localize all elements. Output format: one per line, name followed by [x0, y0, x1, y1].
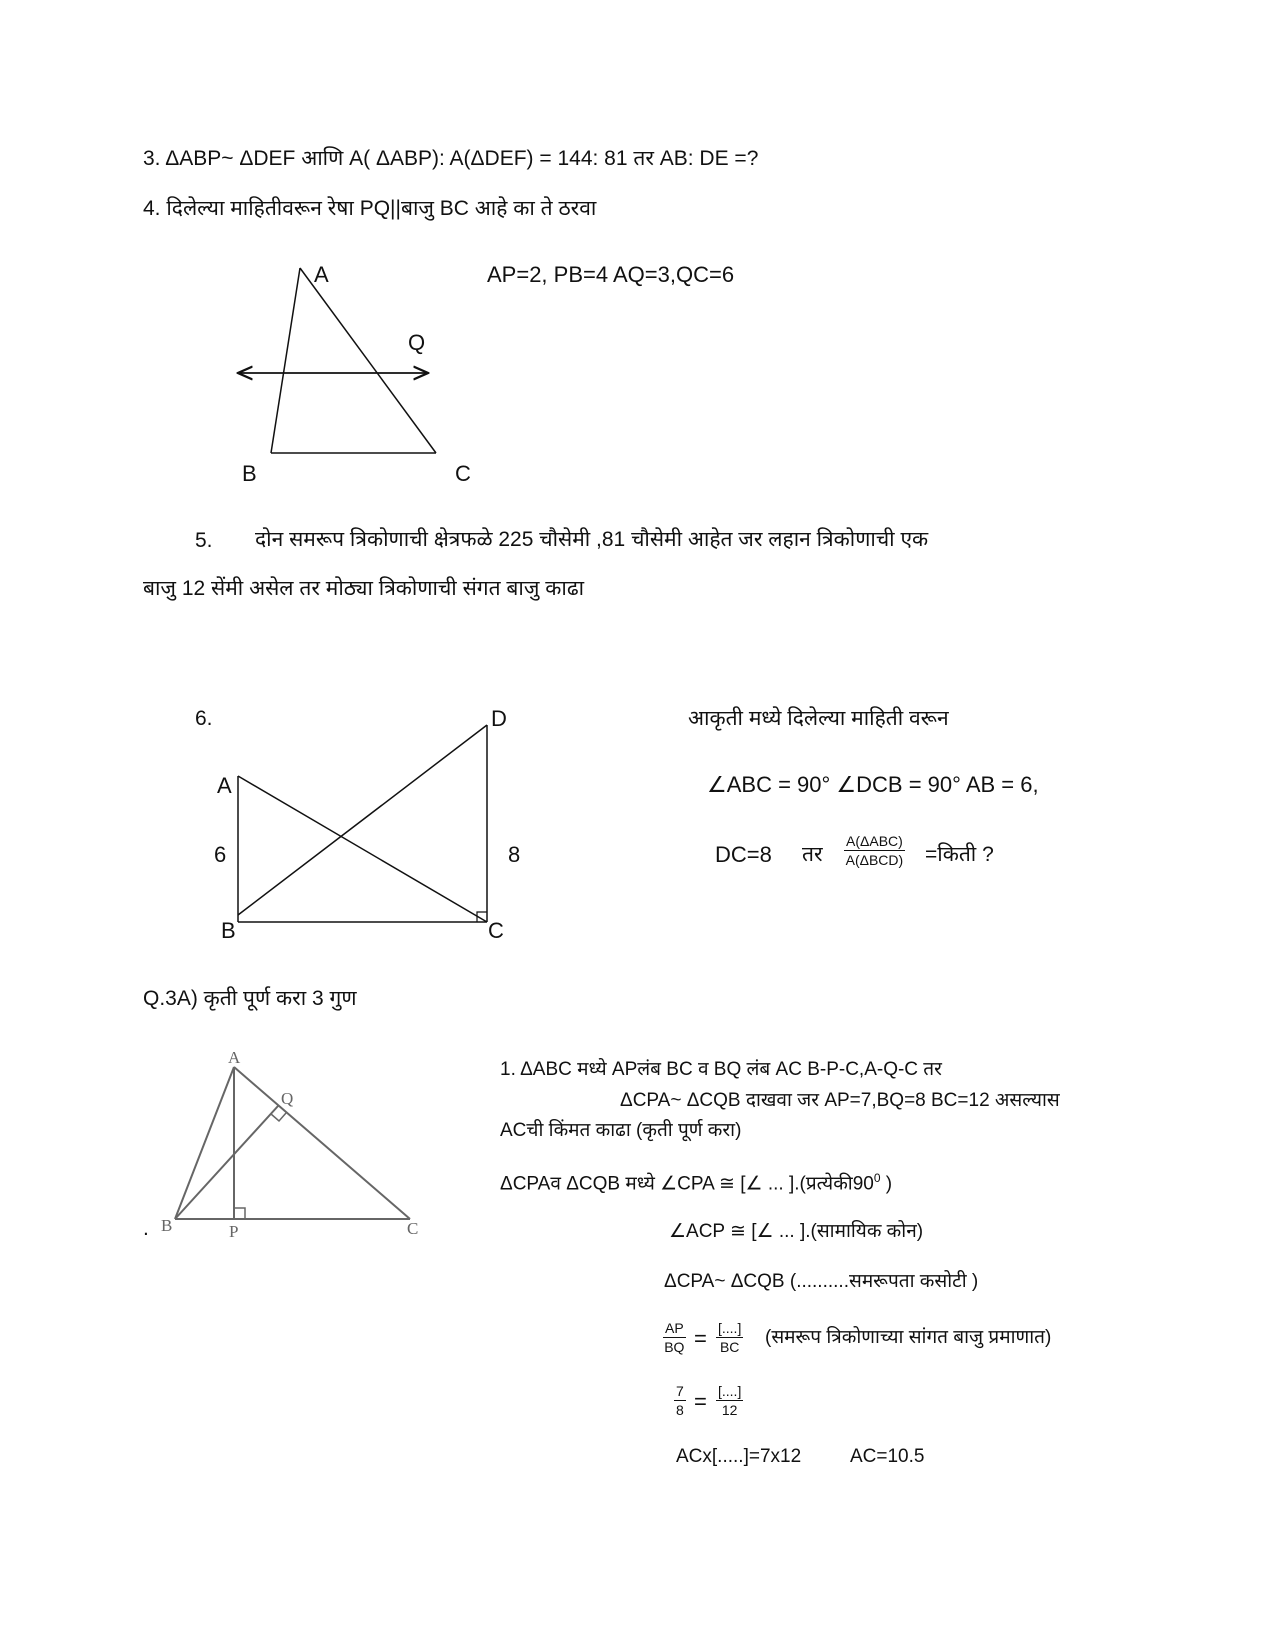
q3a-problem-line2: ΔCPA~ ΔCQB दाखवा जर AP=7,BQ=8 BC=12 असल्यास [620, 1090, 1060, 1111]
question-3: 3. ΔABP~ ΔDEF आणि A( ΔABP): A(ΔDEF) = 144: 81 तर AB: DE =? [143, 147, 759, 170]
q3a-heading: Q.3A) कृती पूर्ण करा 3 गुण [143, 987, 357, 1010]
q6-label-b: B [221, 918, 236, 943]
q3a-step3: ΔCPA~ ΔCQB (..........समरूपता कसोटी ) [664, 1271, 979, 1292]
q3a-ratio-ap-bq [663, 1321, 686, 1356]
q3a-ratio1-numerator: AP [663, 1321, 686, 1338]
q6-ratio-denominator: A(ΔBCD) [845, 852, 904, 869]
q3a-final-answer: AC=10.5 [850, 1446, 925, 1467]
q6-dc: DC=8 [715, 842, 772, 867]
question-4: 4. दिलेल्या माहितीवरून रेषा PQ||बाजु BC आहे का ते ठरवा [143, 197, 597, 220]
q5-number: 5. [195, 529, 213, 552]
q3a-step1-degree: 0 [873, 1171, 881, 1185]
q4-label-b: B [242, 461, 257, 486]
q6-label-d: D [491, 706, 507, 731]
q3a-equals-sign-1: = [694, 1326, 707, 1351]
q6-label-a: A [217, 773, 232, 798]
q3a-ratio4-denominator: 12 [721, 1402, 738, 1419]
q3a-ratio-blank-bc [716, 1321, 743, 1356]
q3a-final-equation: ACx[.....]=7x12 [676, 1446, 802, 1467]
q3a-ratio-blank-12 [716, 1384, 743, 1419]
q3a-right-angle-q [271, 1113, 286, 1121]
q3a-dot: . [143, 1217, 149, 1240]
q6-intro: आकृती मध्ये दिलेल्या माहिती वरून [688, 707, 949, 730]
q4-label-c: C [455, 461, 471, 486]
q3a-altitude-bq [175, 1106, 278, 1219]
q3a-step2: ∠ACP ≅ [∠ ... ].(सामायिक कोन) [669, 1221, 924, 1242]
q3a-label-c: C [407, 1219, 419, 1238]
q3a-step1-text: ΔCPAव ΔCQB मध्ये ∠CPA ≅ [∠ ... ].(प्रत्येकी90 [500, 1173, 874, 1195]
q6-tar: तर [802, 843, 823, 866]
q3a-label-q: Q [281, 1089, 294, 1108]
q3a-equals-sign-2: = [694, 1389, 707, 1414]
q3a-ratio1-denominator: BQ [664, 1339, 685, 1356]
q3a-ratio3-denominator: 8 [676, 1402, 684, 1419]
q4-label-a: A [314, 262, 329, 287]
q3a-label-a: A [228, 1048, 241, 1067]
q5-line1: दोन समरूप त्रिकोणाची क्षेत्रफळे 225 चौसेमी ,81 चौसेमी आहेत जर लहान त्रिकोणाची एक [255, 528, 929, 551]
q3a-side-ac [234, 1067, 410, 1219]
q3a-side-ab [175, 1067, 234, 1219]
q4-given-values: AP=2, PB=4 AQ=3,QC=6 [487, 262, 735, 287]
q6-ratio-numerator: A(ΔABC) [844, 834, 905, 851]
q5-line2: बाजु 12 सेंमी असेल तर मोठ्या त्रिकोणाची संगत बाजु काढा [143, 577, 585, 600]
q3a-ratio2-numerator: [....] [716, 1321, 743, 1338]
q6-label-ab-length: 6 [214, 842, 227, 867]
q6-angles: ∠ABC = 90° ∠DCB = 90° AB = 6, [707, 772, 1039, 797]
q3a-step1 [500, 1171, 892, 1196]
q3a-label-p: P [229, 1222, 239, 1241]
q3a-ratio4-numerator: [....] [716, 1384, 743, 1401]
q3a-ratio3-numerator: 7 [674, 1384, 686, 1401]
q3a-step1-end: ) [880, 1173, 893, 1195]
q3a-label-b: B [161, 1216, 173, 1235]
q3a-ratio2-denominator: BC [719, 1339, 740, 1356]
q3a-problem-line1: 1. ΔABC मध्ये APलंब BC व BQ लंब AC B-P-C,A-Q-C तर [500, 1059, 942, 1080]
q6-number: 6. [195, 707, 213, 730]
q3a-ratio-7-8 [674, 1384, 686, 1419]
q3a-problem-line3: ACची किंमत काढा (कृती पूर्ण करा) [500, 1120, 742, 1141]
q6-ask: =किती ? [925, 843, 994, 866]
q3a-ratio-reason: (समरूप त्रिकोणाच्या सांगत बाजु प्रमाणात) [765, 1327, 1052, 1348]
q4-label-q: Q [408, 330, 426, 355]
q6-label-dc-length: 8 [508, 842, 521, 867]
q6-label-c: C [488, 918, 504, 943]
q3a-right-angle-p [234, 1208, 245, 1219]
